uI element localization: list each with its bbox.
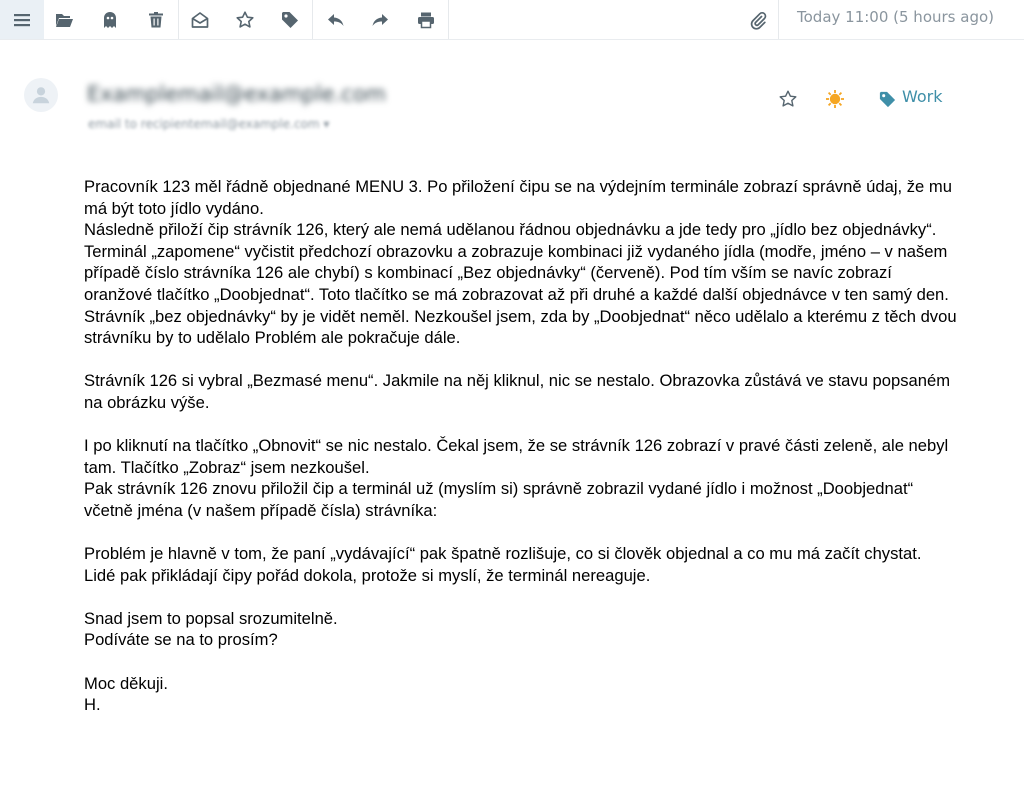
message-body bbox=[84, 176, 964, 716]
reply-icon bbox=[326, 10, 346, 30]
avatar bbox=[24, 78, 58, 112]
tag-label-work[interactable]: Work bbox=[902, 87, 943, 106]
label-button[interactable] bbox=[268, 0, 312, 39]
hamburger-icon bbox=[12, 10, 32, 30]
forward-icon bbox=[370, 10, 390, 30]
delete-button[interactable] bbox=[134, 0, 178, 39]
reply-button[interactable] bbox=[314, 0, 358, 39]
star-button[interactable] bbox=[223, 0, 267, 39]
flag-star-button[interactable] bbox=[777, 88, 799, 110]
menu-button[interactable] bbox=[0, 0, 44, 39]
priority-button[interactable] bbox=[824, 88, 846, 110]
message-date: Today 11:00 (5 hours ago) bbox=[797, 8, 994, 26]
attachment-button[interactable] bbox=[736, 0, 780, 39]
printer-icon bbox=[416, 10, 436, 30]
toolbar-divider bbox=[448, 0, 449, 39]
move-to-folder-button[interactable] bbox=[42, 0, 86, 39]
mark-unread-button[interactable] bbox=[178, 0, 222, 39]
body-paragraph: Problém je hlavně v tom, že paní „vydávající“ pak špatně rozlišuje, co si člověk objednal a co mu má začít chystat. Lidé pak přikládají čipy pořád dokola, protože si myslí, že terminál nereaguje. bbox=[84, 544, 922, 585]
tag-icon bbox=[876, 88, 898, 110]
tag-icon bbox=[280, 10, 300, 30]
recipient-address[interactable]: email to recipientemail@example.com ▾ bbox=[88, 117, 330, 131]
body-paragraph: Snad jsem to popsal srozumitelně. Podíváte se na to prosím? bbox=[84, 608, 338, 650]
spam-button[interactable] bbox=[88, 0, 132, 39]
sender-address[interactable]: Examplemail@example.com bbox=[87, 82, 387, 106]
print-button[interactable] bbox=[404, 0, 448, 39]
body-paragraph: Moc děkuji. H. bbox=[84, 673, 168, 715]
body-paragraph: I po kliknutí na tlačítko „Obnovit“ se nic nestalo. Čekal jsem, že se strávník 126 zobrazí v pravé části zeleně, ale nebyl tam. Tlačítko „Zobraz“ jsem nezkoušel. Pak strávník 126 znovu přiložil čip a terminál už (myslím si) správně zobrazil vydané jídlo i možnost „Doobjednat“ včetně jména (v našem případě čísla) strávníka: bbox=[84, 436, 949, 520]
message-header bbox=[0, 40, 1024, 150]
forward-button[interactable] bbox=[358, 0, 402, 39]
paperclip-icon bbox=[748, 10, 768, 30]
body-paragraph: Pracovník 123 měl řádně objednané MENU 3. Po přiložení čipu se na výdejním terminále zobrazí správně údaj, že mu má být toto jídlo vydáno. Následně přiloží čip strávník 126, který ale nemá udělanou řádnou objednávku a jde tedy pro „jídlo bez objednávky“. Terminál „zapomene“ vyčistit předchozí obrazovku a zobrazuje kombinaci již vydaného jídla (modře, jméno – v našem případě číslo strávníka 126 ale chybí) s kombinací „Bez objednávky“ (červeně). Pod tím vším se navíc zobrazí oranžové tlačítko „Doobjednat“. Toto tlačítko se má zobrazovat až při druhé a každé další objednávce v ten samý den. Strávník „bez objednávky“ by je vidět neměl. Nezkoušel jsem, zda by „Doobjednat“ něco udělalo a kterému z těch dvou strávníku by to udělalo Problém ale pokračuje dále. bbox=[84, 177, 957, 348]
trash-icon bbox=[146, 10, 166, 30]
ghost-icon bbox=[100, 10, 120, 30]
envelope-open-icon bbox=[190, 10, 210, 30]
toolbar-divider bbox=[778, 0, 779, 39]
toolbar bbox=[0, 0, 1024, 40]
user-icon bbox=[30, 84, 52, 106]
star-icon bbox=[778, 89, 798, 109]
folder-open-icon bbox=[54, 10, 74, 30]
body-paragraph: Strávník 126 si vybral „Bezmasé menu“. Jakmile na něj kliknul, nic se nestalo. Obrazovka zůstává ve stavu popsaném na obrázku výše. bbox=[84, 371, 951, 412]
star-icon bbox=[235, 10, 255, 30]
toolbar-divider bbox=[312, 0, 313, 39]
sun-icon bbox=[825, 89, 845, 109]
